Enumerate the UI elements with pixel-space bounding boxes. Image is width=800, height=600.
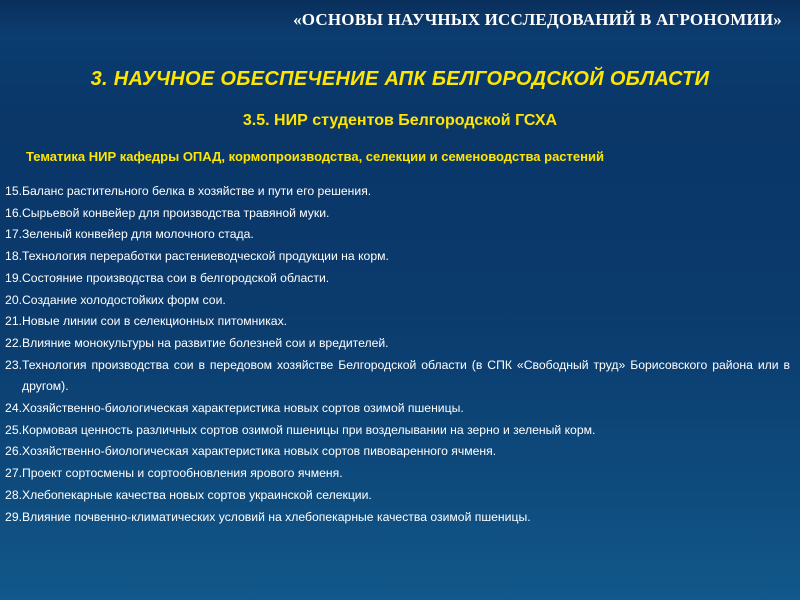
list-item: [0, 441, 790, 463]
item-text: Хозяйственно-биологическая характеристика новых сортов озимой пшеницы.: [22, 401, 464, 416]
item-number: 24.: [5, 401, 22, 416]
item-number: 28.: [5, 487, 22, 502]
item-text: Новые линии сои в селекционных питомниках.: [22, 314, 288, 329]
item-text: Сырьевой конвейер для производства травяной муки.: [22, 205, 330, 220]
topic-heading: Тематика НИР кафедры ОПАД, кормопроизводства, селекции и семеноводства растений: [26, 149, 604, 164]
item-text: Хозяйственно-биологическая характеристика новых сортов пивоваренного ячменя.: [22, 444, 497, 459]
item-text: Создание холодостойких форм сои.: [22, 292, 226, 307]
list-item: [0, 311, 790, 333]
list-item: [0, 290, 790, 312]
item-number: 26.: [5, 444, 22, 459]
item-text: Технология переработки растениеводческой продукции на корм.: [22, 249, 389, 264]
slide-title: 3. НАУЧНОЕ ОБЕСПЕЧЕНИЕ АПК БЕЛГОРОДСКОЙ ОБЛАСТИ: [90, 68, 710, 90]
item-number: 15.: [5, 184, 22, 198]
item-number: 29.: [5, 509, 22, 524]
list-item: [0, 355, 790, 398]
list-item: [0, 224, 790, 246]
item-text: Проект сортосмены и сортообновления ярового ячменя.: [22, 466, 343, 481]
list-item: [0, 333, 790, 355]
item-number: 17.: [5, 227, 22, 242]
item-number: 18.: [5, 249, 22, 264]
item-number: 20.: [5, 292, 22, 307]
course-title: «ОСНОВЫ НАУЧНЫХ ИССЛЕДОВАНИЙ В АГРОНОМИИ»: [293, 10, 782, 29]
item-text: Состояние производства сои в белгородской области.: [22, 270, 330, 285]
item-text: Кормовая ценность различных сортов озимой пшеницы при возделывании на зерно и зеленый корм.: [22, 422, 596, 437]
list-item: [0, 268, 790, 290]
item-text: Баланс растительного белка в хозяйстве и пути его решения.: [22, 184, 372, 198]
list-item: [0, 203, 790, 225]
item-number: 22.: [5, 335, 22, 350]
list-item: [0, 246, 790, 268]
item-text: Влияние монокультуры на развитие болезней сои и вредителей.: [22, 335, 389, 350]
item-text: Хлебопекарные качества новых сортов украинской селекции.: [22, 487, 372, 502]
item-number: 16.: [5, 205, 22, 220]
item-number: 19.: [5, 270, 22, 285]
list-item: [0, 420, 790, 442]
list-item: [0, 485, 790, 507]
slide-subtitle: 3.5. НИР студентов Белгородской ГСХА: [242, 112, 558, 129]
item-text: Влияние почвенно-климатических условий на хлебопекарные качества озимой пшеницы.: [22, 509, 531, 524]
item-number: 21.: [5, 314, 22, 329]
item-text: Зеленый конвейер для молочного стада.: [22, 227, 254, 242]
item-number: 27.: [5, 466, 22, 481]
item-number: 25.: [5, 422, 22, 437]
list-item: [0, 398, 790, 420]
research-topics-list: [0, 181, 790, 528]
item-number: 23.: [5, 357, 22, 372]
list-item: [0, 507, 790, 529]
list-item: [0, 181, 790, 203]
item-text: Технология производства сои в передовом хозяйстве Белгородской области (в СПК «Свободный труд» Борисовского района или в другом).: [22, 357, 790, 394]
list-item: [0, 463, 790, 485]
